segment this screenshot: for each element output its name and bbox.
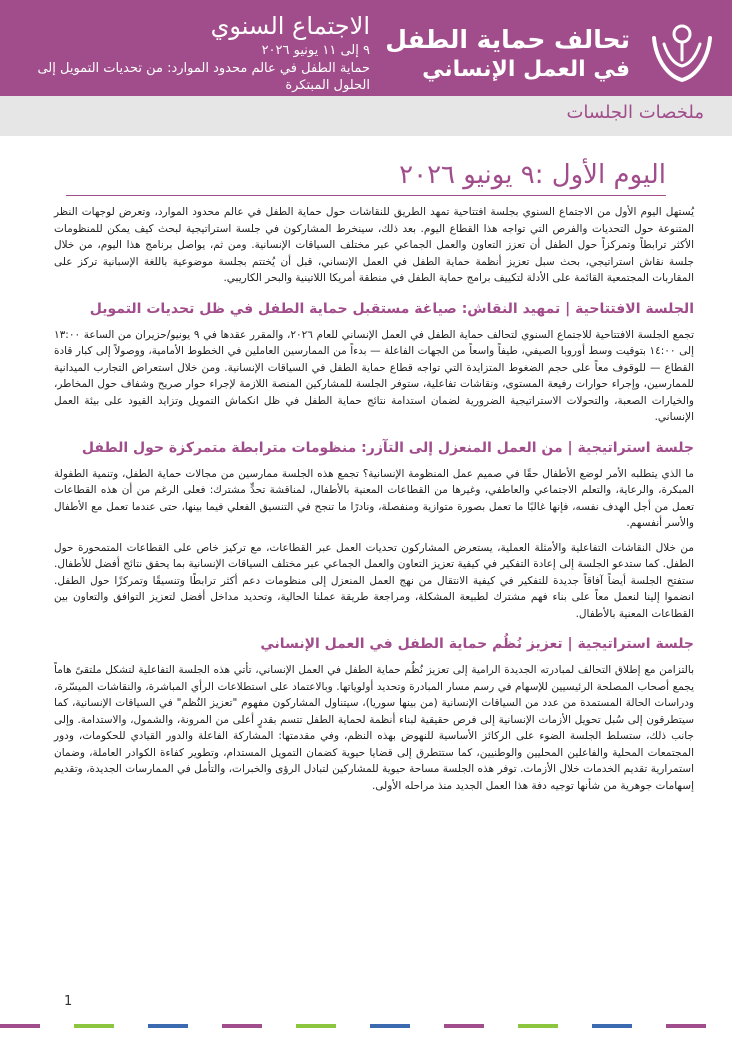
stripe-segment [74, 1024, 114, 1028]
page-number: 1 [64, 994, 73, 1009]
section-title-strengthening: جلسة استراتيجية | تعزيز نُظُم حماية الطفل في العمل الإنساني [260, 636, 694, 652]
section-paragraph: بالتزامن مع إطلاق التحالف لمبادرته الجديدة الرامية إلى تعزيز نُظُم حماية الطفل في العمل الإنساني، تأتي هذه الجلسة التفاعلية لتشكل ملتقىً هاماً يجمع أصحاب المصلحة الرئيسيين للإسهام في رسم مسار المبادرة وتحديد أولوياتها. وبالاعتماد على استطلاعات الرأي المباشرة، والنقاشات الميسّرة، ودراسات الحالة المستمدة من عدد من السياقات الإنسانية (من بينها سوريا)، سيتناول المشاركون مفهوم "تعزيز النُظم" في السياقات الإنسانية، كما سيتطرقون إلى سُبل تحويل الأزمات الإنسانية إلى فرص حقيقية لبناء أنظمة لحماية الطفل تتسم بقدرٍ أعلى من المرونة، والشمول، والاستدامة. وإلى جانب ذلك، ستسلط الجلسة الضوء على الركائز الأساسية للنهوض بهذه النظم، وفي مقدمتها: المشاركة الفاعلة والدور القيادي للحكومات، ودور المجتمعات المحلية والفاعلين المحليين والوطنيين، كما ستتطرق إلى قضايا حيوية كضمان التمويل المستدام، وتطوير كفاءة الكوادر العاملة، وضمان استمرارية تقديم الخدمات خلال الأزمات. توفر هذه الجلسة مساحة حيوية للمشاركين لتبادل الرؤى والخبرات، والتأمل في الممارسات الجديدة، وتقديم إسهامات جوهرية من شأنها توجيه دفة هذا العمل الجديد منذ مراحله الأولى. [54, 664, 694, 792]
event-subtitle: حماية الطفل في عالم محدود الموارد: من تحديات التمويل إلى الحلول المبتكرة [37, 61, 370, 93]
org-name-line1: تحالف حماية الطفل [385, 25, 630, 54]
stripe-segment [222, 1024, 262, 1028]
org-logo [385, 12, 718, 88]
stripe-segment [370, 1024, 410, 1028]
heading-divider [66, 195, 666, 196]
stripe-segment [666, 1024, 706, 1028]
event-dates: ٩ إلى ١١ يونيو ٢٠٢٦ [261, 43, 370, 58]
stripe-segment [444, 1024, 484, 1028]
event-info [14, 10, 370, 94]
stripe-segment [148, 1024, 188, 1028]
banner-title: ملخصات الجلسات [566, 102, 704, 123]
intro-paragraph: يُستهل اليوم الأول من الاجتماع السنوي بجلسة افتتاحية تمهد الطريق للنقاشات حول حماية الطفل في عالم محدود الموارد، وتعرض لوجهات النظر المتنوعة حول التحديات والفرص التي تواجه هذا القطاع اليوم. بعد ذلك، سينخرط المشاركون في جلسة استراتيجية لبحث كيف يمكن للمنظومات الأكثر ترابطاً وتمركزاً حول الطفل أن تعزز التعاون والعمل الجماعي عبر مختلف السياقات الإنسانية. ومن ثم، يواصل برنامج هذا اليوم، من خلال جلسة نقاش استراتيجي، بحث سبل تعزيز أنظمة حماية الطفل في العمل الإنساني، قبل أن يُختتم بجلسة موضوعية باللغة الإسبانية تركز على المقاربات المجتمعية القائمة على الأدلة لتكييف برامج حماية الطفل في منطقة أمريكا اللاتينية والبحر الكاريبي. [54, 206, 694, 284]
org-name-line2: في العمل الإنساني [422, 57, 630, 82]
section-title-systems: جلسة استراتيجية | من العمل المنعزل إلى التآزر: منظومات مترابطة متمركزة حول الطفل [81, 439, 694, 456]
stripe-segment [592, 1024, 632, 1028]
stripe-segment [0, 1024, 40, 1028]
section-paragraph: تجمع الجلسة الافتتاحية للاجتماع السنوي لتحالف حماية الطفل في العمل الإنساني للعام ٢٠٢٦، والمقرر عقدها في ٩ يونيو/حزيران من الساعة ١٣:٠٠ إلى ١٤:٠٠ بتوقيت وسط أوروبا الصيفي، طيفاً واسعاً من الجهات الفاعلة — بدءاً من الممارسين العاملين في الخطوط الأمامية، ووصولاً إلى كبار قادة القطاع — للوقوف معاً على حجم الضغوط المتزايدة التي تواجه قطاع حماية الطفل في السياقات الإنسانية. ومن خلال استعراض التجارب الميدانية للممارسين، وإجراء حوارات رفيعة المستوى، ونقاشات تفاعلية، ستوفر الجلسة للمشاركين المنصة اللازمة لإجراء حوار صريح وشفاف حول المخاطر، والخيارات الصعبة، والتحولات الاستراتيجية الضرورية لضمان استدامة نتائج حماية الطفل في ظل انكماش التمويل وتزايد القيود على بيئة العمل الإنساني. [54, 328, 694, 423]
event-title: الاجتماع السنوي [210, 12, 370, 40]
section-paragraph: من خلال النقاشات التفاعلية والأمثلة العملية، يستعرض المشاركون تحديات العمل عبر القطاعات، مع تركيز خاص على القطاعات المتمحورة حول الطفل. كما ستدعو الجلسة إلى إعادة التفكير في كيفية تعزيز التعاون والعمل الجماعي عبر مختلف السياقات الإنسانية بما يحقق نتائج أفضل للأطفال. ستفتح الجلسة أيضاً آفاقاً جديدة للتفكير في كيفية الانتقال من نهج العمل المنعزل إلى منظومات دعم أكثر ترابطًا وتنسيقًا وتمركزًا حول الطفل. انضموا إلينا لنعمل معاً على بناء فهم مشترك لطبيعة المشكلة، ومراجعة طريقة عملنا الحالية، وتحديد مداخل أفضل لتعزيز التوافق والتعاون بين القطاعات المعنية بالأطفال. [54, 541, 694, 620]
stripe-segment [296, 1024, 336, 1028]
section-title-opening: الجلسة الافتتاحية | تمهيد النقاش: صياغة مستقبل حماية الطفل في ظل تحديات التمويل [89, 300, 694, 317]
day-heading: اليوم الأول :٩ يونيو ٢٠٢٦ [399, 160, 666, 190]
document-body [54, 204, 694, 802]
page-header [0, 0, 732, 96]
footer-stripe [0, 1024, 732, 1028]
section-paragraph: ما الذي يتطلبه الأمر لوضع الأطفال حقًا في صميم عمل المنظومة الإنسانية؟ تجمع هذه الجلسة ممارسين من مجالات حماية الطفل، وتنمية الطفولة المبكرة، والرعاية، والتعلم الاجتماعي والعاطفي، وغيرها من القطاعات المعنية بالأطفال، لمناقشة تحدٍّ مشترك: فعلى الرغم من أن هذه القطاعات تعمل من أجل الهدف نفسه، فإنها غالبًا ما تعمل بصورة متوازية ومنفصلة، ونادرًا ما تنجح في التنسيق الفعلي فيما بينها، حتى عندما تعمل مع الأطفال والأسر أنفسهم. [54, 467, 694, 529]
stripe-segment [518, 1024, 558, 1028]
hands-child-logo-icon [646, 20, 718, 86]
org-name [385, 24, 630, 84]
section-banner [0, 96, 732, 136]
